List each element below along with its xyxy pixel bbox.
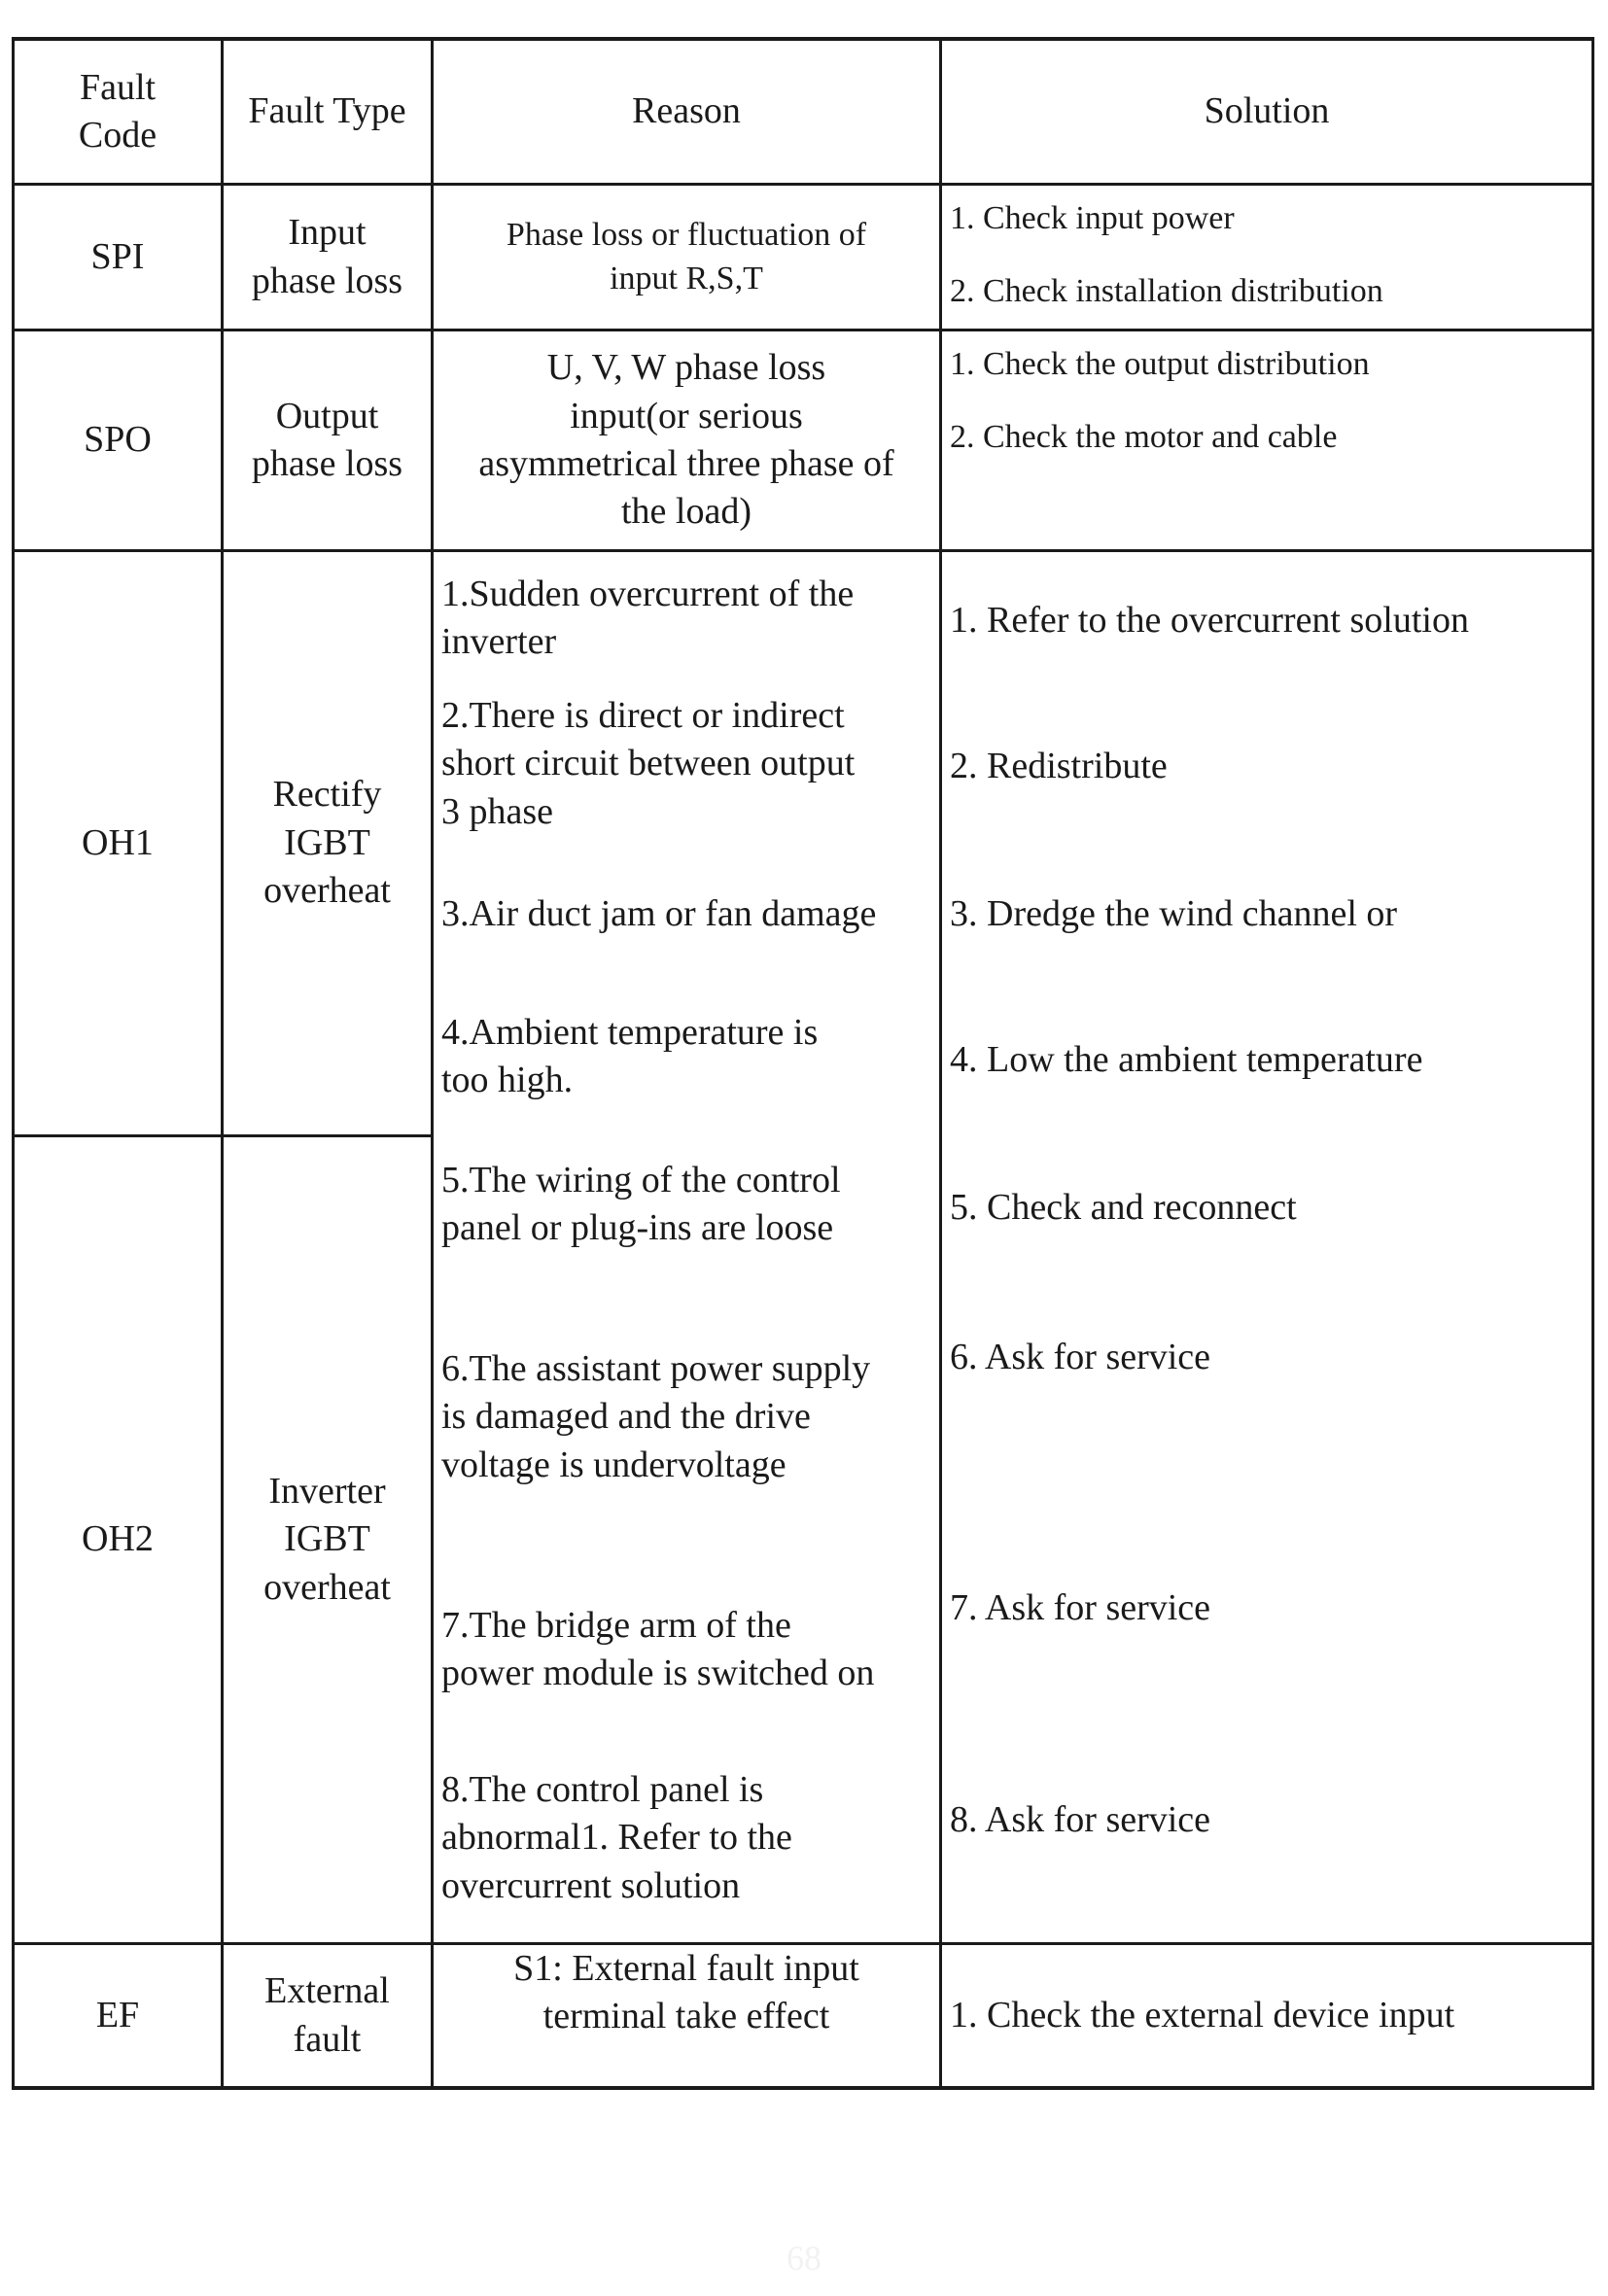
oh-reason-5: 5.The wiring of the control panel or plug-ins are loose <box>441 1160 841 1249</box>
fault-type-ef: External fault <box>264 1970 390 2060</box>
oh-reason-2: 2.There is direct or indirect short circuit between output 3 phase <box>441 695 856 832</box>
header-fault-type: Fault Type <box>248 90 406 132</box>
oh-solution-6: 6. Ask for service <box>950 1337 1211 1377</box>
table-border-bottom <box>12 2086 1594 2090</box>
fault-code-oh1: OH1 <box>82 821 154 863</box>
solution-spi-2: 2. Check installation distribution <box>950 273 1383 309</box>
oh-reason-6: 6.The assistant power supply is damaged and the drive voltage is undervoltage <box>441 1348 871 1485</box>
oh-solution-3: 3. Dredge the wind channel or <box>950 893 1398 934</box>
fault-type-oh2: Inverter IGBT overheat <box>263 1470 391 1608</box>
oh-reason-3: 3.Air duct jam or fan damage <box>441 893 877 934</box>
fault-type-spo: Output phase loss <box>251 395 403 484</box>
oh-reason-4: 4.Ambient temperature is too high. <box>441 1012 819 1101</box>
page-number: 68 <box>787 2239 821 2278</box>
oh-solution-1: 1. Refer to the overcurrent solution <box>950 600 1469 641</box>
solution-spo-2: 2. Check the motor and cable <box>950 419 1338 455</box>
oh-solution-8: 8. Ask for service <box>950 1799 1211 1840</box>
table-border-right <box>1591 37 1594 2090</box>
fault-code-oh2: OH2 <box>82 1518 154 1560</box>
oh-reason-8: 8.The control panel is abnormal1. Refer to the overcurrent solution <box>441 1769 792 1906</box>
oh-solution-7: 7. Ask for service <box>950 1587 1211 1628</box>
oh-solution-4: 4. Low the ambient temperature <box>950 1039 1423 1080</box>
oh-reason-7: 7.The bridge arm of the power module is switched on <box>441 1605 875 1694</box>
header-solution: Solution <box>1204 90 1330 132</box>
header-fault-code: Fault Code <box>78 66 157 156</box>
header-reason: Reason <box>632 90 741 132</box>
solution-spi-1: 1. Check input power <box>950 200 1235 236</box>
reason-ef: S1: External fault input terminal take effect <box>513 1947 859 2036</box>
fault-type-oh1: Rectify IGBT overheat <box>263 774 391 912</box>
fault-code-ef: EF <box>95 1994 140 2035</box>
fault-type-spi: Input phase loss <box>251 212 403 301</box>
solution-ef-1: 1. Check the external device input <box>950 1994 1455 2035</box>
oh-reason-1: 1.Sudden overcurrent of the inverter <box>441 574 855 663</box>
oh-solution-5: 5. Check and reconnect <box>950 1187 1297 1228</box>
fault-code-spo: SPO <box>84 419 152 461</box>
oh-solution-2: 2. Redistribute <box>950 746 1168 786</box>
reason-spo: U, V, W phase loss input(or serious asymmetrical three phase of the load) <box>478 347 894 533</box>
reason-spi: Phase loss or fluctuation of input R,S,T <box>506 217 867 296</box>
fault-code-spi: SPI <box>90 235 145 277</box>
solution-spo-1: 1. Check the output distribution <box>950 346 1370 382</box>
